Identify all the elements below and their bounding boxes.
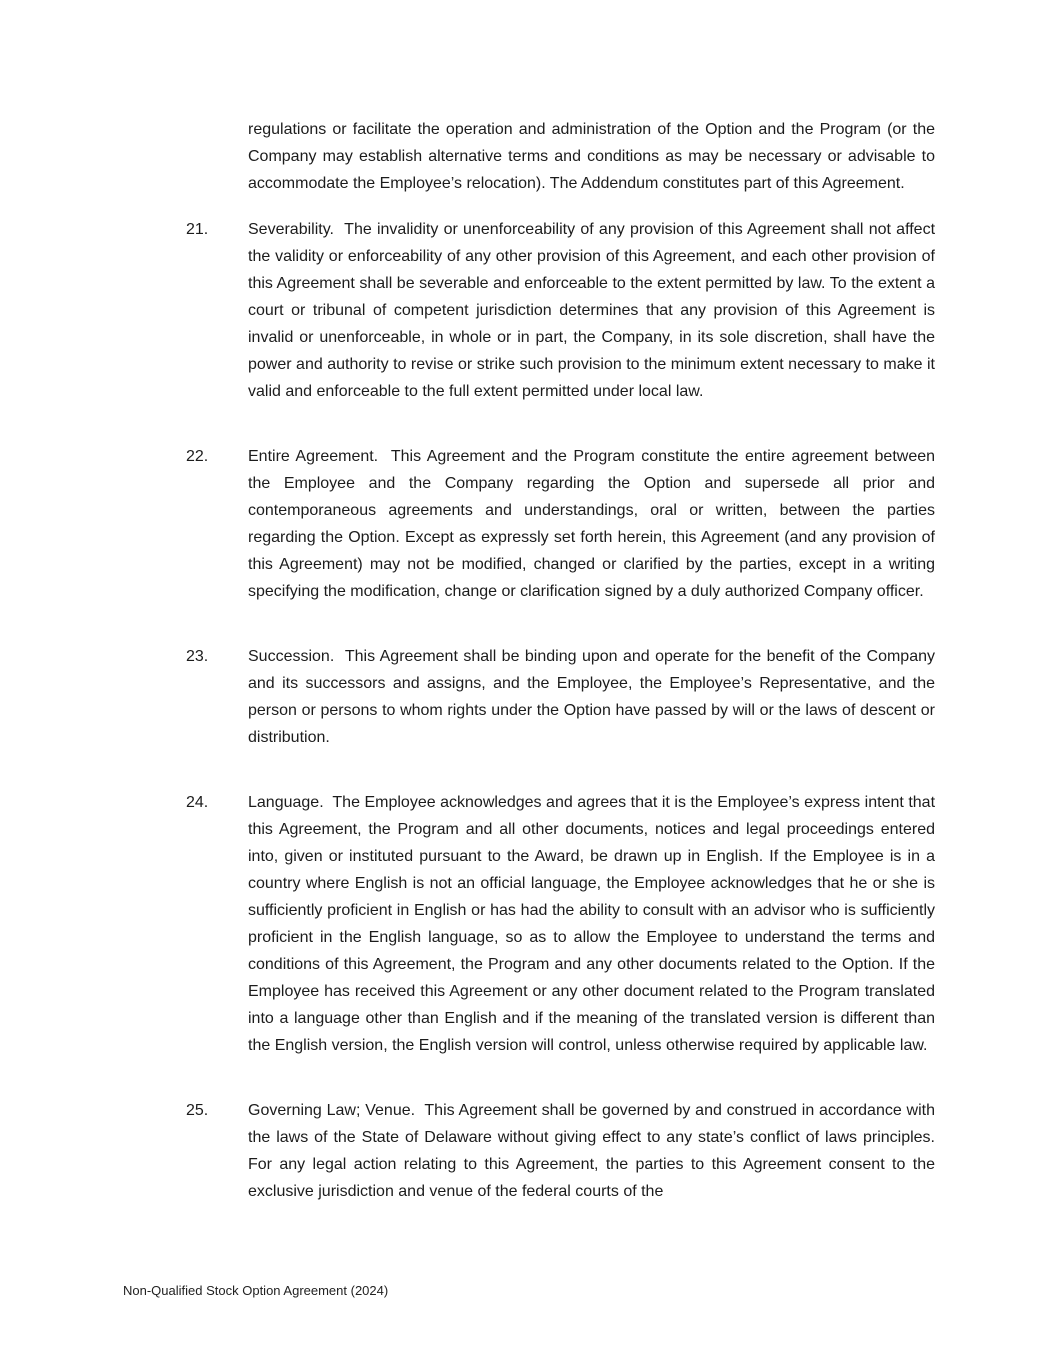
section-title: Entire Agreement.: [248, 448, 379, 465]
page-footer: Non-Qualified Stock Option Agreement (2024): [123, 1283, 389, 1298]
section-23: [186, 643, 935, 770]
section-paragraph: [248, 216, 935, 405]
section-25: [186, 1097, 935, 1224]
intro-paragraph: regulations or facilitate the operation and administration of the Option and the Program (or the Company may establish alternative terms and conditions as may be necessary or advisable to accommodate the Employee’s relocation). The Addendum constitutes part of this Agreement.: [248, 121, 935, 192]
document-body: [186, 116, 935, 1243]
section-title: Language.: [248, 794, 324, 811]
section-text: This Agreement shall be binding upon and operate for the benefit of the Company and its successors and assigns, and the Employee, the Employee’s Representative, and the person or persons to whom rights under the Option have passed by will or the laws of descent or distribution.: [248, 648, 935, 746]
section-paragraph: [248, 789, 935, 1059]
section-title: Succession.: [248, 648, 335, 665]
section-number: 23.: [186, 648, 209, 665]
section-title: Governing Law; Venue.: [248, 1102, 416, 1119]
section-number: 25.: [186, 1102, 209, 1119]
section-title: Severability.: [248, 221, 334, 238]
section-number: 24.: [186, 794, 209, 811]
section-number: 21.: [186, 221, 209, 238]
section-paragraph: [248, 443, 935, 605]
section-text: This Agreement shall be governed by and construed in accordance with the laws of the State of Delaware without giving effect to any state’s conflict of laws principles. For any legal action relating to this Agreement, the parties to this Agreement consent to the exclusive jurisdiction and venue of the federal courts of the: [248, 1102, 936, 1200]
section-22: [186, 443, 935, 624]
section-number: 22.: [186, 448, 209, 465]
section-paragraph: [248, 643, 935, 751]
section-21: [186, 216, 935, 424]
section-paragraph: [248, 1097, 935, 1205]
section-text: This Agreement and the Program constitute the entire agreement between the Employee and the Company regarding the Option and supersede all prior and contemporaneous agreements and understandings, oral or written, between the parties regarding the Option. Except as expressly set forth herein, this Agreement (and any provision of this Agreement) may not be modified, changed or clarified by the parties, except in a writing specifying the modification, change or clarification signed by a duly authorized Company officer.: [248, 448, 936, 600]
section-text: The invalidity or unenforceability of any provision of this Agreement shall not affect the validity or enforceability of any other provision of this Agreement, and each other provision of this Agreement shall be severable and enforceable to the extent permitted by law. To the extent a court or tribunal of competent jurisdiction determines that any provision of this Agreement is invalid or unenforceable, in whole or in part, the Company, in its sole discretion, shall have the power and authority to revise or strike such provision to the minimum extent necessary to make it valid and enforceable to the full extent permitted under local law.: [248, 221, 936, 400]
section-24: [186, 789, 935, 1078]
section-text: The Employee acknowledges and agrees that it is the Employee’s express intent that this Agreement, the Program and all other documents, notices and legal proceedings entered into, given or instituted pursuant to the Award, be drawn up in English. If the Employee is in a country where English is not an official language, the Employee acknowledges that he or she is sufficiently proficient in English or has had the ability to consult with an advisor who is sufficiently proficient in the English language, so as to allow the Employee to understand the terms and conditions of this Agreement, the Program and any other documents related to the Option. If the Employee has received this Agreement or any other document related to the Program translated into a language other than English and if the meaning of the translated version is different than the English version, the English version will control, unless otherwise required by applicable law.: [248, 794, 936, 1054]
